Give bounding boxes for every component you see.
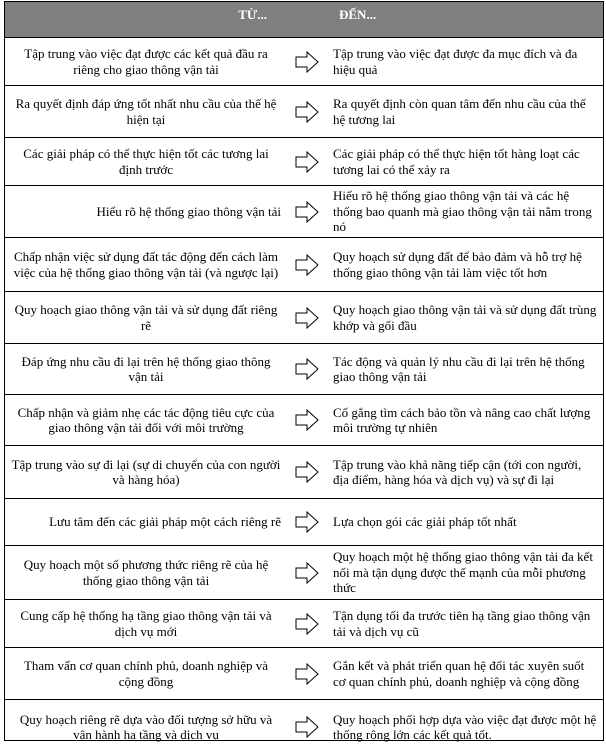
to-cell (327, 38, 603, 85)
header-to: ĐẾN... (339, 7, 377, 22)
arrow-right-icon (287, 138, 327, 185)
from-cell (5, 186, 287, 237)
from-text: Ra quyết định đáp ứng tốt nhất nhu cầu của thế hệ hiện tại (15, 96, 277, 127)
from-text: Chấp nhận và giảm nhẹ các tác động tiêu cực của giao thông vận tải đối với môi trường (17, 404, 275, 435)
table-row (5, 648, 603, 700)
from-text: Tập trung vào việc đạt được các kết quả đầu ra riêng cho giao thông vận tải (24, 46, 268, 77)
from-text: Tập trung vào sự đi lại (sự di chuyển của con người và hàng hóa) (11, 456, 281, 487)
from-cell (5, 395, 287, 445)
table-row (5, 292, 603, 344)
from-cell (5, 446, 287, 498)
to-text: Gắn kết và phát triển quan hệ đối tác xuyên suốt cơ quan chính phủ, doanh nghiệp và cộng đồng (333, 658, 585, 689)
from-text: Tham vấn cơ quan chính phủ, doanh nghiệp và cộng đồng (23, 658, 269, 689)
table-row (5, 38, 603, 86)
to-cell (327, 446, 603, 498)
to-text: Lựa chọn gói các giải pháp tốt nhất (333, 514, 517, 530)
table-row (5, 186, 603, 238)
arrow-right-icon (287, 446, 327, 498)
from-text: Quy hoạch một số phương thức riêng rẽ của hệ thống giao thông vận tải (23, 557, 269, 588)
arrow-right-icon (287, 648, 327, 699)
to-text: Quy hoạch giao thông vận tải và sử dụng đất trùng khớp và gối đầu (333, 302, 597, 333)
arrow-right-icon (287, 38, 327, 85)
to-cell (327, 546, 603, 599)
from-text: Quy hoạch riêng rẽ dựa vào đối tượng sở hữu và vận hành hạ tầng và dịch vụ (19, 711, 273, 742)
from-text: Chấp nhận việc sử dụng đất tác động đến cách làm việc của hệ thống giao thông vận tải (và ngược lại) (13, 249, 279, 280)
to-text: Tận dụng tối đa trước tiên hạ tầng giao thông vận tải và dịch vụ cũ (333, 608, 591, 639)
arrow-right-icon (287, 86, 327, 137)
table-row (5, 700, 603, 754)
to-cell (327, 395, 603, 445)
comparison-table (4, 1, 604, 741)
to-text: Hiểu rõ hệ thống giao thông vận tải và các hệ thống bao quanh mà giao thông vận tải nằm trong nó (333, 188, 592, 235)
from-text: Hiểu rõ hệ thống giao thông vận tải (96, 203, 281, 219)
to-cell (327, 648, 603, 699)
arrow-right-icon (287, 292, 327, 343)
table-row (5, 395, 603, 446)
to-text: Tập trung vào khả năng tiếp cận (tới con người, địa điểm, hàng hóa và dịch vụ) và sự đi lại (333, 456, 582, 487)
to-cell (327, 344, 603, 394)
to-text: Quy hoạch một hệ thống giao thông vận tải đa kết nối mà tận dụng được thế mạnh của mỗi phương thức (333, 549, 593, 596)
to-cell (327, 186, 603, 237)
to-cell (327, 499, 603, 545)
arrow-right-icon (287, 186, 327, 237)
from-text: Lưu tâm đến các giải pháp một cách riêng rẽ (49, 514, 281, 530)
arrow-right-icon (287, 600, 327, 647)
from-cell (5, 292, 287, 343)
to-text: Tác động và quản lý nhu cầu đi lại trên hệ thống giao thông vận tải (333, 353, 585, 384)
to-text: Quy hoạch phối hợp dựa vào việc đạt được một hệ thống rộng lớn các kết quả tốt. (333, 711, 597, 742)
from-cell (5, 600, 287, 647)
table-row (5, 138, 603, 186)
table-header (5, 2, 603, 38)
from-cell (5, 38, 287, 85)
to-cell (327, 292, 603, 343)
from-cell (5, 86, 287, 137)
from-text: Các giải pháp có thể thực hiện tốt các tương lai định trước (23, 146, 269, 177)
to-cell (327, 86, 603, 137)
to-text: Quy hoạch sử dụng đất để bảo đảm và hỗ trợ hệ thống giao thông vận tải làm việc tốt hơn (333, 249, 582, 280)
to-text: Tập trung vào việc đạt được đa mục đích và đa hiệu quả (333, 46, 578, 77)
table-row (5, 238, 603, 292)
table-row (5, 446, 603, 499)
table-row (5, 86, 603, 138)
from-cell (5, 138, 287, 185)
table-row (5, 600, 603, 648)
to-text: Các giải pháp có thể thực hiện tốt hàng loạt các tương lai có thể xảy ra (333, 146, 580, 177)
arrow-right-icon (287, 499, 327, 545)
from-cell (5, 344, 287, 394)
table-row (5, 344, 603, 395)
to-cell (327, 138, 603, 185)
arrow-right-icon (287, 238, 327, 291)
arrow-right-icon (287, 395, 327, 445)
from-cell (5, 546, 287, 599)
from-cell (5, 648, 287, 699)
to-text: Cố gắng tìm cách bảo tồn và nâng cao chất lượng môi trường tự nhiên (333, 404, 591, 435)
header-from: TỪ... (238, 7, 267, 22)
from-cell (5, 238, 287, 291)
table-body (5, 38, 603, 754)
arrow-right-icon (287, 344, 327, 394)
table-row (5, 499, 603, 546)
table-row (5, 546, 603, 600)
from-text: Cung cấp hệ thống hạ tầng giao thông vận tải và dịch vụ mới (20, 608, 272, 639)
to-cell (327, 700, 603, 754)
from-cell (5, 499, 287, 545)
to-cell (327, 600, 603, 647)
to-text: Ra quyết định còn quan tâm đến nhu cầu của thế hệ tương lai (333, 96, 586, 127)
from-text: Đáp ứng nhu cầu đi lại trên hệ thống giao thông vận tải (21, 353, 271, 384)
to-cell (327, 238, 603, 291)
arrow-right-icon (287, 546, 327, 599)
from-cell (5, 700, 287, 754)
from-text: Quy hoạch giao thông vận tải và sử dụng đất riêng rẽ (14, 302, 278, 333)
arrow-right-icon (287, 700, 327, 754)
